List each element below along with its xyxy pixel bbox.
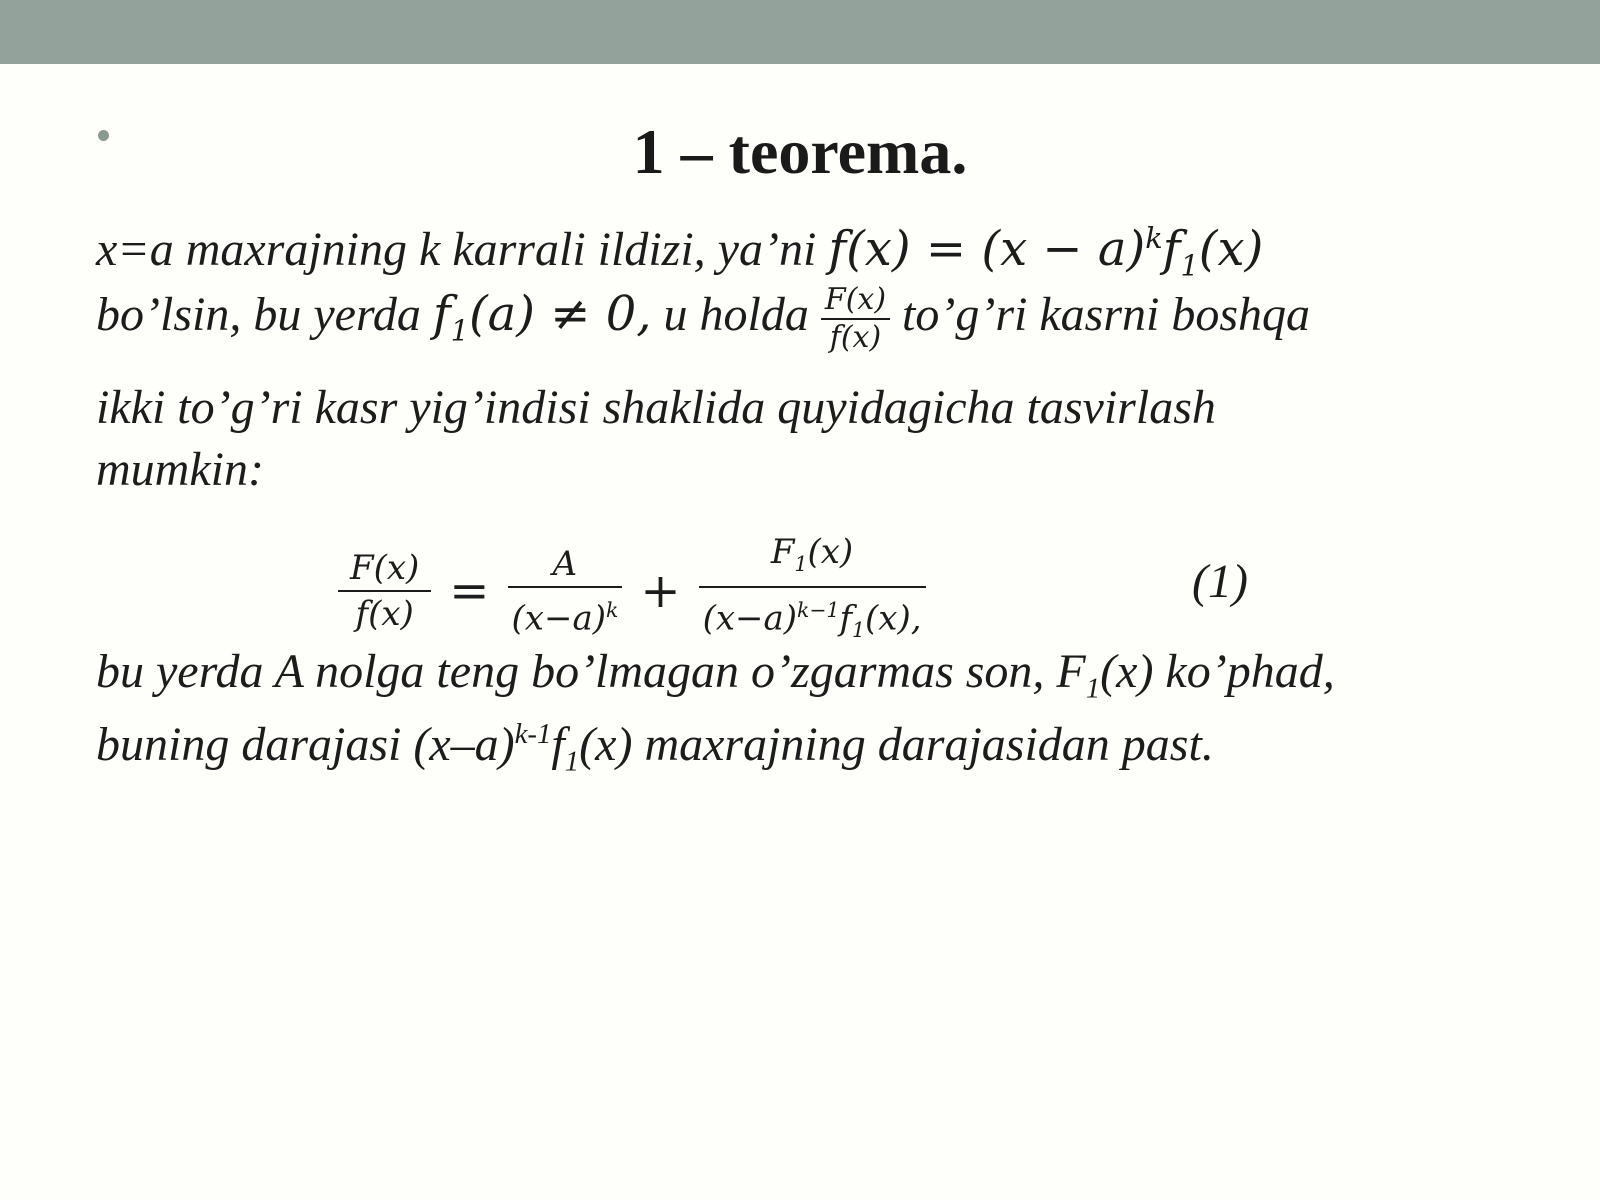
text-line-4: mumkin: xyxy=(96,443,264,496)
slide-title: 1 – teorema. xyxy=(632,116,968,187)
inline-fraction: $\frac{F(x)}{f(x)}$ xyxy=(821,282,890,356)
text-line-3: ikki to’g’ri kasr yig’indisi shaklida quyidagicha tasvirlash xyxy=(96,381,1216,434)
top-banner xyxy=(0,0,1600,64)
lhs-fraction: $\frac{F(x)}{f(x)}$ xyxy=(338,546,431,636)
text-line-6: buning darajasi $(x-a)^{k-1}f_1(x)$ maxrajning darajasidan past. xyxy=(96,718,1214,778)
text-line-1: x=a maxrajning k karrali ildizi, ya’ni $f(x) = (x - a)^kf_1(x)$ xyxy=(96,221,1264,283)
text-line-5: bu yerda A nolga teng bo’lmagan o’zgarmas son, $F_1(x)$ ko’phad, xyxy=(96,645,1335,705)
equation-1: $\frac{F(x)}{f(x)}$ = $\frac{A}{(x-a)^k}$ + $\frac{F_1(x)}{(x-a)^{k-1}f_1(x),}$ xyxy=(338,530,926,652)
term2-fraction: $\frac{F_1(x)}{(x-a)^{k-1}f_1(x),}$ xyxy=(699,530,926,652)
equation-number: (1) xyxy=(1192,555,1248,608)
term1-fraction: $\frac{A}{(x-a)^k}$ xyxy=(508,542,623,640)
text-line-2: bo’lsin, bu yerda $f_1(a) \ne 0$, u holda $\frac{F(x)}{f(x)}$ to’g’ri kasrni boshqa xyxy=(96,282,1311,355)
